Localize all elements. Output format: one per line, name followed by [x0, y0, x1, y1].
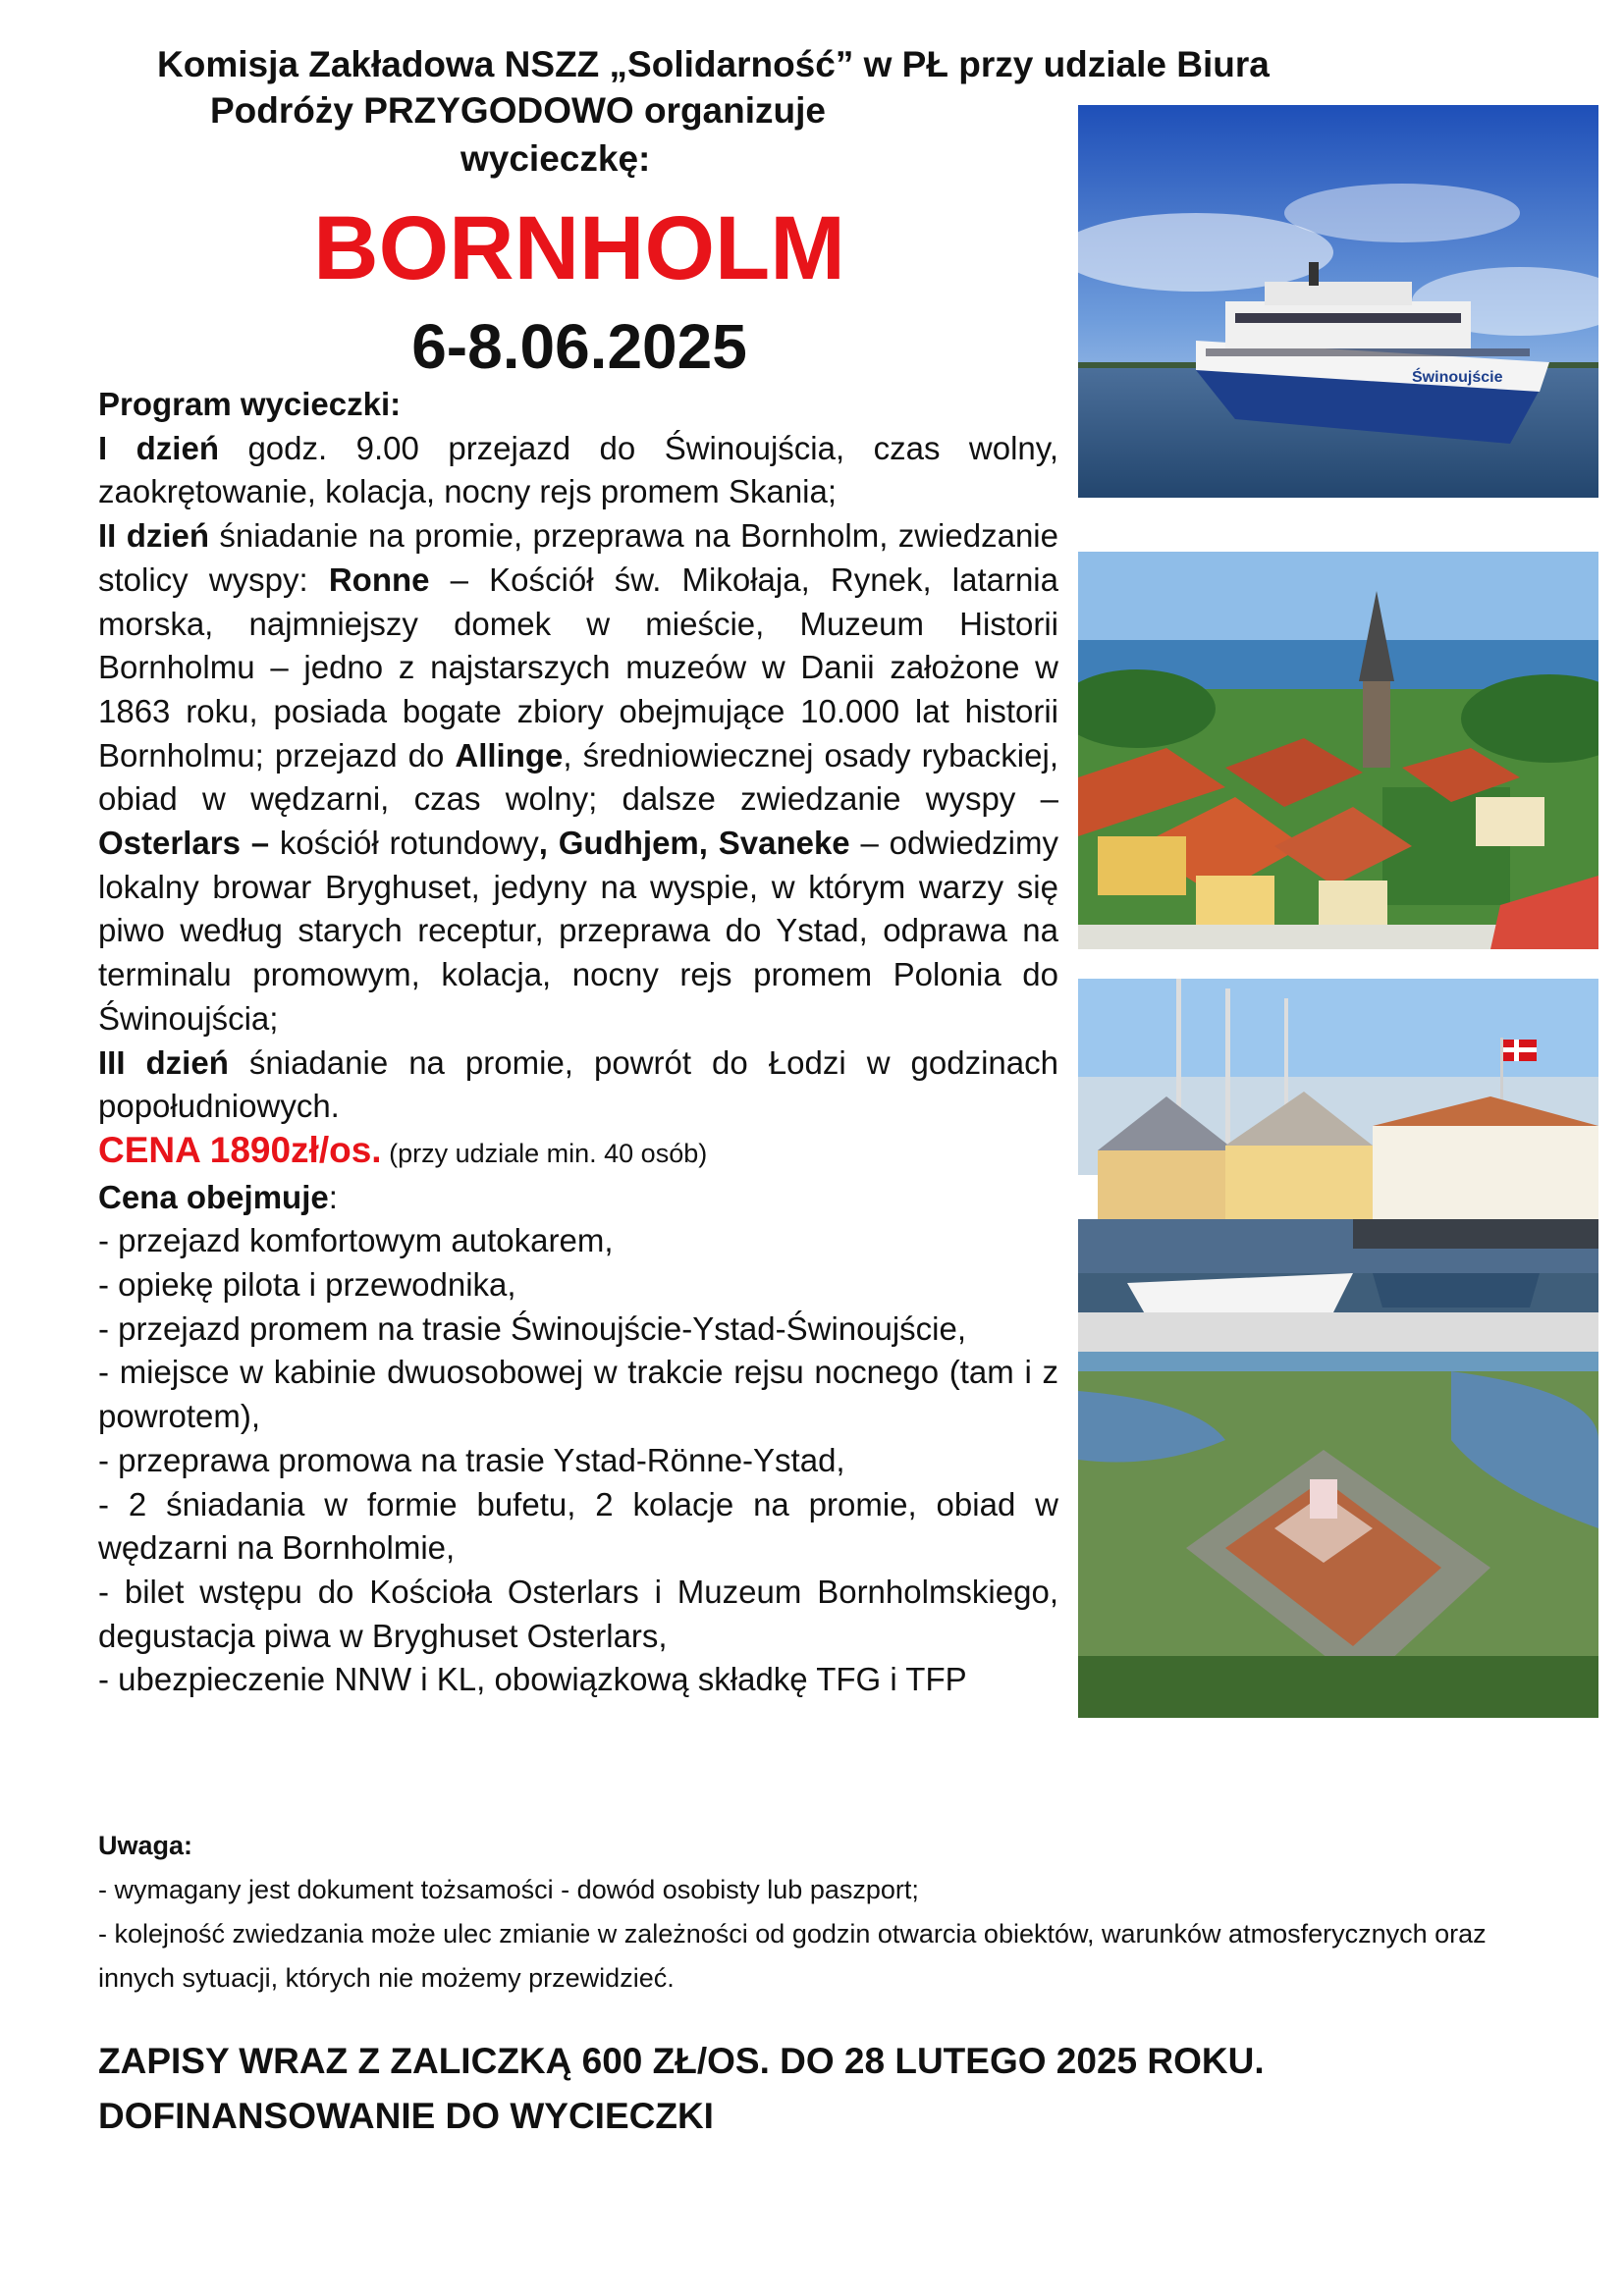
page-title: BORNHOLM: [313, 198, 845, 298]
day-1-label: I dzień: [98, 429, 219, 466]
day-3-paragraph: [98, 1041, 1058, 1129]
trip-dates: 6-8.06.2025: [411, 311, 747, 382]
includes-item: - miejsce w kabinie dwuosobowej w trakcie rejsu nocnego (tam i z powrotem),: [98, 1354, 1058, 1435]
notice-item: - wymagany jest dokument tożsamości - dowód osobisty lub paszport;: [98, 1875, 919, 1904]
includes-item: - 2 śniadania w formie bufetu, 2 kolacje na promie, obiad w wędzarni na Bornholmie,: [98, 1485, 1058, 1567]
day-2-text-b: – Kościół św. Mikołaja, Rynek, latarnia morska, najmniejszy domek w mieście, Muzeum Historii Bornholmu – jedno z najstarszych muzeów w Danii założone w 1863 roku, posiada bogate zbiory obejmujące 10.000 lat historii Bornholmu; przejazd do: [98, 561, 1058, 774]
day-2-text-d: kościół rotundowy: [269, 825, 539, 862]
day-2-paragraph: [98, 514, 1058, 1041]
includes-item: - przejazd promem na trasie Świnoujście-Ystad-Świnoujście,: [98, 1309, 967, 1347]
photo-village: [1078, 552, 1598, 949]
day-2-label: II dzień: [98, 517, 210, 555]
header-line-3: wycieczkę:: [460, 138, 651, 179]
photo-harbour: [1078, 979, 1598, 1718]
notice-heading: Uwaga:: [98, 1831, 193, 1860]
price-line: [98, 1129, 1058, 1176]
price-note: (przy udziale min. 40 osób): [381, 1138, 708, 1168]
includes-heading: Cena obejmuje: [98, 1178, 329, 1215]
price-label: CENA 1890zł/os.: [98, 1129, 382, 1170]
program-heading: Program wycieczki:: [98, 386, 402, 422]
harbour-illustration: [1078, 979, 1598, 1718]
notice-section: [98, 1824, 1522, 2001]
photo-ferry: [1078, 105, 1598, 498]
day-2-text-a: śniadanie na promie, przeprawa na Bornholm, zwiedzanie stolicy wyspy:: [98, 517, 1058, 598]
day-1-text: godz. 9.00 przejazd do Świnoujścia, czas wolny, zaokrętowanie, kolacja, nocny rejs promem Skania;: [98, 429, 1058, 510]
header-line-2: Podróży PRZYGODOWO organizuje: [210, 90, 826, 131]
ferry-illustration: [1078, 105, 1598, 498]
includes-colon: :: [328, 1178, 338, 1215]
footer-subsidy: DOFINANSOWANIE DO WYCIECZKI: [98, 2096, 714, 2136]
day-2-text-e: – odwiedzimy lokalny browar Bryghuset, jedyny na wyspie, w którym warzy się piwo według starych receptur, przeprawa do Ystad, odprawa na terminalu promowym, kolacja, nocny rejs promem Polonia do Świnoujścia;: [98, 825, 1058, 1037]
program-section: [98, 383, 1058, 1702]
includes-item: - bilet wstępu do Kościoła Osterlars i Muzeum Bornholmskiego, degustacja piwa w Bryghuset Osterlars,: [98, 1573, 1058, 1654]
includes-item: - ubezpieczenie NNW i KL, obowiązkową składkę TFG i TFP: [98, 1661, 967, 1698]
day-1-paragraph: [98, 427, 1058, 514]
day-2-gudhjem: , Gudhjem, Svaneke: [538, 825, 850, 862]
includes-item: - przejazd komfortowym autokarem,: [98, 1222, 614, 1259]
includes-heading-line: [98, 1176, 1058, 1220]
header-line-1: Komisja Zakładowa NSZZ „Solidarność” w PŁ przy udziale Biura: [157, 44, 1270, 84]
day-2-allinge: Allinge: [455, 736, 564, 774]
notice-item: - kolejność zwiedzania może ulec zmianie w zależności od godzin otwarcia obiektów, warunków atmosferycznych oraz innych sytuacji, których nie możemy przewidzieć.: [98, 1919, 1487, 1993]
day-3-label: III dzień: [98, 1043, 229, 1081]
day-2-ronne: Ronne: [328, 561, 430, 598]
day-3-text: śniadanie na promie, powrót do Łodzi w godzinach popołudniowych.: [98, 1043, 1058, 1125]
ferry-name: Świnoujście: [1412, 369, 1503, 386]
includes-item: - przeprawa promowa na trasie Ystad-Rönne-Ystad,: [98, 1441, 845, 1478]
village-illustration: [1078, 552, 1598, 949]
includes-item: - opiekę pilota i przewodnika,: [98, 1266, 516, 1304]
day-2-osterlars: Osterlars –: [98, 825, 270, 862]
footer-signup: ZAPISY WRAZ Z ZALICZKĄ 600 ZŁ/OS. DO 28 LUTEGO 2025 ROKU.: [98, 2041, 1265, 2081]
day-2-text-c: , średniowiecznej osady rybackiej, obiad w wędzarni, czas wolny; dalsze zwiedzanie wyspy –: [98, 736, 1058, 818]
